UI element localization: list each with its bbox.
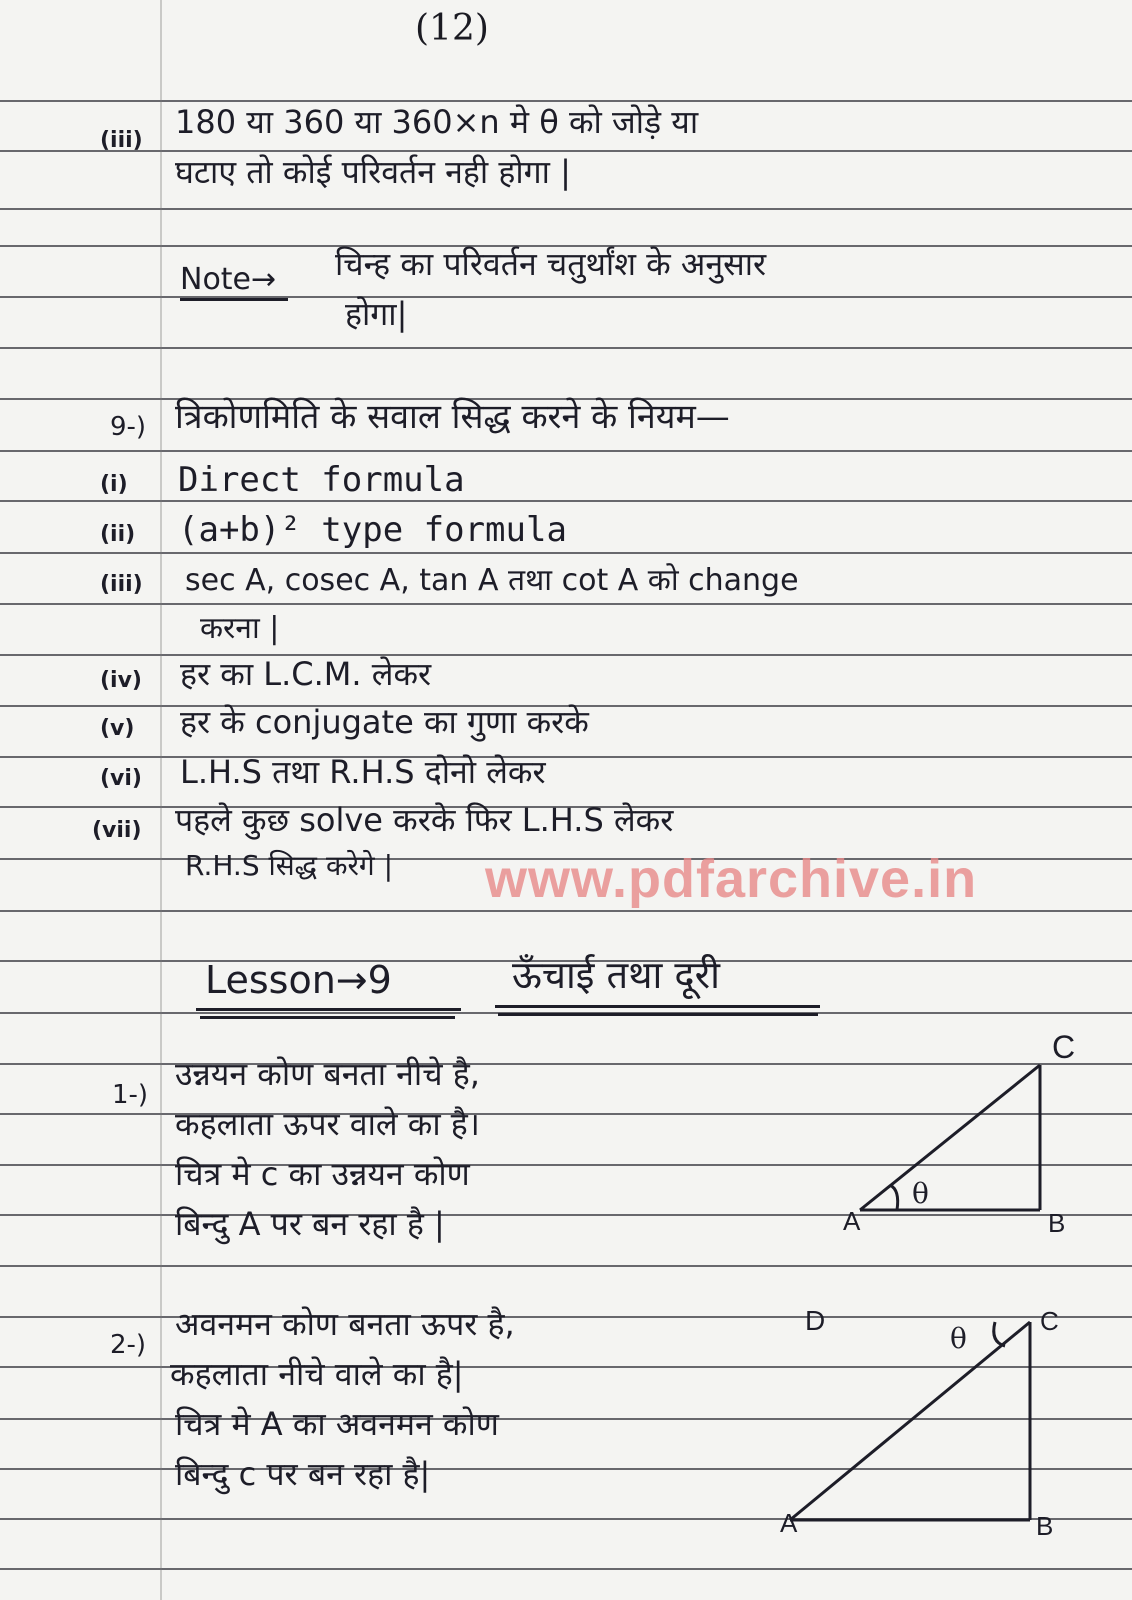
rule-item: sec A, cosec A, tan A तथा cot A को change <box>185 563 799 598</box>
rule-item-continuation: R.H.S सिद्ध करेगे | <box>185 849 394 882</box>
point-number: 2-) <box>110 1330 147 1360</box>
point-line: बिन्दु c पर बन रहा है| <box>175 1455 431 1493</box>
rule-item: हर का L.C.M. लेकर <box>180 655 432 693</box>
point-line: अवनमन कोण बनता ऊपर है, <box>175 1305 515 1343</box>
vertex-label-a: A <box>780 1508 798 1538</box>
rule-item-continuation: करना | <box>200 611 280 646</box>
page-number: (12) <box>415 8 489 49</box>
item-marker: (v) <box>100 716 135 741</box>
point-line: बिन्दु A पर बन रहा है | <box>175 1205 445 1243</box>
rule-item: Direct formula <box>178 460 465 500</box>
vertex-label-b: B <box>1048 1208 1066 1238</box>
note-line2: होगा| <box>345 295 408 333</box>
item-marker: (vi) <box>100 766 142 791</box>
vertex-label-c: C <box>1052 1029 1076 1065</box>
point-line: उन्नयन कोण बनता नीचे है, <box>175 1055 480 1093</box>
hypotenuse-line <box>790 1322 1030 1520</box>
point-line: कहलाता नीचे वाले का है| <box>170 1355 464 1393</box>
point-line: कहलाता ऊपर वाले का है। <box>175 1105 480 1143</box>
vertex-label-b: B <box>1036 1511 1054 1541</box>
rule-item: हर के conjugate का गुणा करके <box>180 703 589 741</box>
item-marker: (i) <box>100 472 128 497</box>
point-line: चित्र मे A का अवनमन कोण <box>175 1405 499 1443</box>
angle-label: θ <box>912 1177 929 1210</box>
section-heading: त्रिकोणमिति के सवाल सिद्ध करने के नियम— <box>175 397 730 437</box>
rule-item: L.H.S तथा R.H.S दोनो लेकर <box>180 753 546 791</box>
section-number: 9-) <box>110 412 147 442</box>
vertex-label-a: A <box>843 1206 861 1236</box>
item-marker: (iii) <box>100 572 143 597</box>
item-marker: (ii) <box>100 522 136 547</box>
angle-label: θ <box>950 1322 967 1355</box>
rule-item: (a+b)² type formula <box>178 510 567 550</box>
item-marker: (iv) <box>100 668 142 693</box>
lesson-title: ऊँचाई तथा दूरी <box>512 953 720 997</box>
rule-item: पहले कुछ solve करके फिर L.H.S लेकर <box>175 801 674 839</box>
watermark: www.pdfarchive.in <box>485 849 978 909</box>
lesson-label: Lesson→9 <box>205 958 392 1002</box>
item-marker: (vii) <box>92 818 142 843</box>
vertex-label-d: D <box>805 1305 826 1336</box>
note-line1: चिन्ह का परिवर्तन चतुर्थांश के अनुसार <box>335 245 767 283</box>
note-label: Note→ <box>180 262 277 297</box>
item-marker: (iii) <box>100 128 143 153</box>
vertex-label-c: C <box>1040 1306 1059 1336</box>
point-line: चित्र मे c का उन्नयन कोण <box>175 1155 470 1193</box>
rule-iii-line1: 180 या 360 या 360×n मे θ को जोड़े या <box>175 103 699 141</box>
rule-iii-line2: घटाए तो कोई परिवर्तन नही होगा | <box>175 153 571 191</box>
point-number: 1-) <box>112 1080 149 1110</box>
